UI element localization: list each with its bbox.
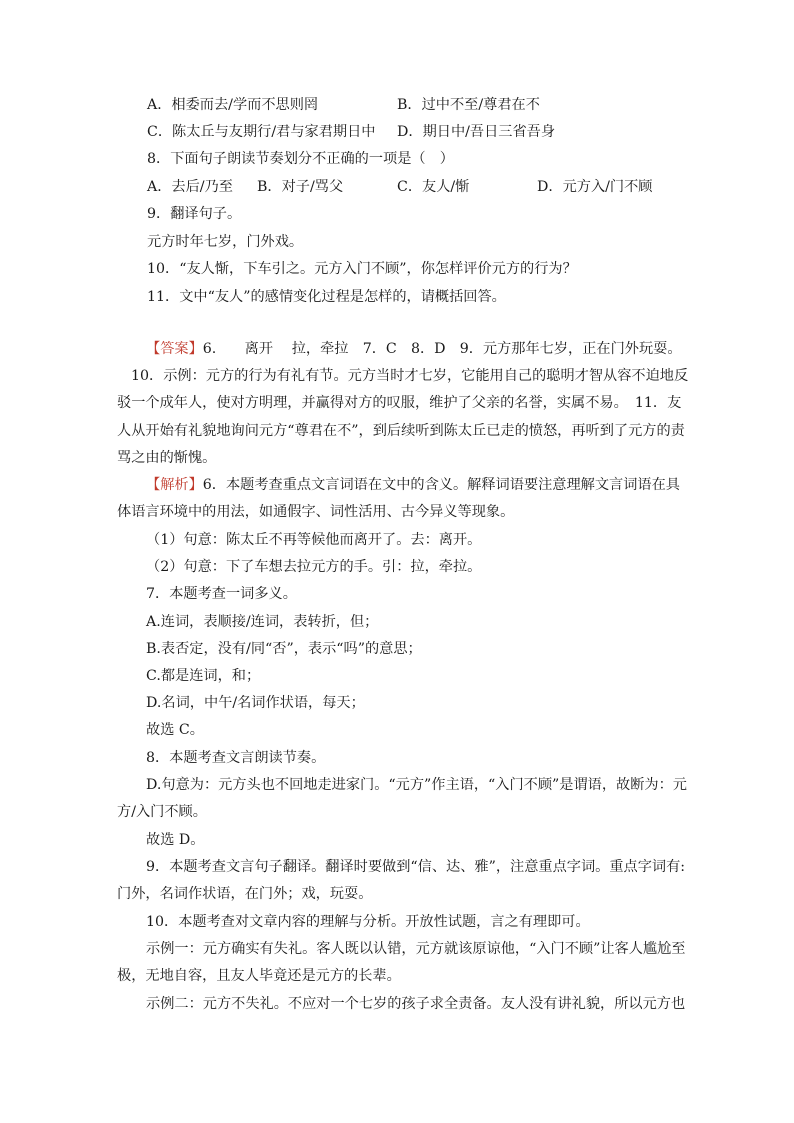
analysis-line-5: 7．本题考查一词多义。 <box>146 586 297 602</box>
q7-option-d: D．期日中/吾日三省吾身 <box>397 124 556 140</box>
q8-option-c: C．友人/惭 <box>397 179 470 195</box>
analysis-line-4: （2）句意：下了车想去拉元方的手。引：拉，牵拉。 <box>146 559 482 575</box>
analysis-line-6: A.连词，表顺接/连词，表转折，但； <box>146 614 379 630</box>
answer-line-5: 骂之由的惭愧。 <box>117 450 217 466</box>
analysis-line-16: 门外，名词作状语，在门外；戏，玩耍。 <box>117 886 373 902</box>
q8-option-d: D．元方入/门不顾 <box>537 179 653 195</box>
q11-stem: 11．文中“友人”的感情变化过程是怎样的，请概括回答。 <box>147 289 506 305</box>
analysis-line-18: 示例一：元方确实有失礼。客人既以认错，元方就该原谅他，“入门不顾”让客人尴尬至 <box>146 941 686 957</box>
answer-line-1 <box>146 339 682 359</box>
analysis-line-12: D.句意为：元方头也不回地走进家门。“元方”作主语，“入门不顾”是谓语，故断为：元 <box>146 777 687 793</box>
analysis-line-1-text: 6．本题考查重点文言词语在文中的含义。解释词语要注意理解文言词语在具 <box>202 477 680 493</box>
q9-sentence: 元方时年七岁，门外戏。 <box>147 234 304 250</box>
analysis-line-10: 故选 C。 <box>146 722 204 738</box>
answer-line-2: 10．示例：元方的行为有礼有节。元方当时才七岁，它能用自己的聪明才智从容不迫地反 <box>131 368 689 384</box>
analysis-line-17: 10．本题考查对文章内容的理解与分析。开放性试题，言之有理即可。 <box>146 914 590 930</box>
analysis-line-15: 9．本题考查文言句子翻译。翻译时要做到“信、达、雅”，注意重点字词。重点字词有: <box>146 859 686 875</box>
q8-stem: 8．下面句子朗读节奏划分不正确的一项是（ ） <box>147 151 454 167</box>
analysis-line-14: 故选 D。 <box>146 832 205 848</box>
analysis-line-8: C.都是连词，和； <box>146 668 261 684</box>
analysis-line-19: 极，无地自容，且友人毕竟还是元方的长辈。 <box>117 968 401 984</box>
analysis-tag: 【解析】 <box>146 477 203 493</box>
q7-option-c: C．陈太丘与友期行/君与家君期日中 <box>147 124 376 140</box>
q10-stem: 10．“友人惭，下车引之。元方入门不顾”，你怎样评价元方的行为？ <box>147 261 577 277</box>
analysis-line-9: D.名词，中午/名词作状语，每天； <box>146 695 365 711</box>
q7-option-a: A．相委而去/学而不思则罔 <box>147 97 319 113</box>
q7-option-b: B．过中不至/尊君在不 <box>397 97 540 113</box>
analysis-line-13: 方/入门不顾。 <box>117 804 207 820</box>
answer-line-1-text: 6. 离开 拉，牵拉 7．C 8．D 9．元方那年七岁，正在门外玩耍。 <box>202 341 682 357</box>
analysis-line-3: （1）句意：陈太丘不再等候他而离开了。去：离开。 <box>146 532 482 548</box>
analysis-line-7: B.表否定，没有/同“否”，表示“吗”的意思； <box>146 641 422 657</box>
answer-line-4: 人从开始有礼貌地询问元方“尊君在不”，到后续听到陈太丘已走的愤怒，再听到了元方的责 <box>117 423 685 439</box>
answer-tag: 【答案】 <box>146 341 203 357</box>
q8-option-a: A．去后/乃至 <box>147 179 233 195</box>
answer-line-3: 驳一个成年人，使对方明理，并赢得对方的叹服，维护了父亲的名誉，实属不易。 11．友 <box>117 395 682 411</box>
analysis-line-20: 示例二：元方不失礼。不应对一个七岁的孩子求全责备。友人没有讲礼貌，所以元方也 <box>146 996 686 1012</box>
q9-stem: 9．翻译句子。 <box>147 206 242 222</box>
q8-option-b: B．对子/骂父 <box>257 179 344 195</box>
analysis-line-2: 体语言环境中的用法，如通假字、词性活用、古今异义等现象。 <box>117 504 515 520</box>
analysis-line-11: 8．本题考查文言朗读节奏。 <box>146 750 326 766</box>
analysis-line-1 <box>146 475 680 495</box>
